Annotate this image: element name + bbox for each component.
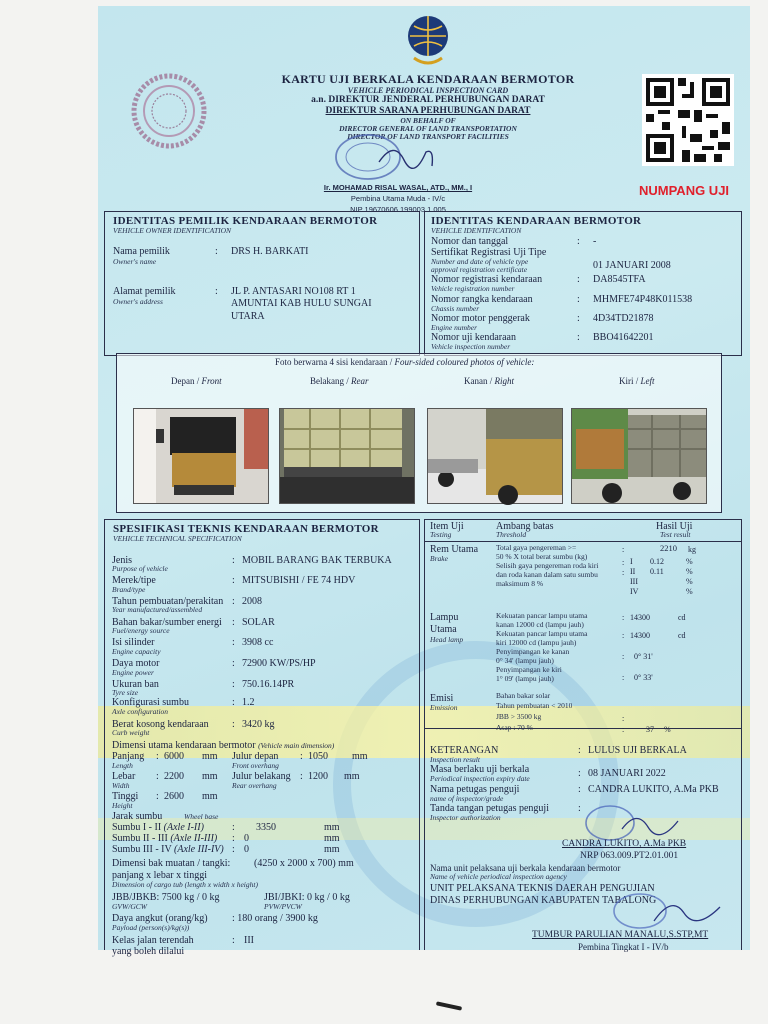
- spec-heading-en: VEHICLE TECHNICAL SPECIFICATION: [113, 534, 242, 543]
- spec-jenis-value: MOBIL BARANG BAK TERBUKA: [242, 555, 392, 566]
- test-brake-t1: Total gaya pengereman >=: [496, 543, 577, 552]
- spec-axle0-label: [112, 822, 204, 833]
- test-col-result: Hasil Uji: [656, 521, 693, 532]
- test-brake-axle2: III: [630, 577, 638, 586]
- spec-daya-label: Daya motor: [112, 658, 160, 669]
- spec-payload-label: Daya angkut (orang/kg): [112, 913, 208, 924]
- spec-axle2-label-en: (Axle III-IV): [174, 844, 224, 855]
- spec-berat-label-en: Curb weight: [112, 728, 150, 737]
- photo-label-left-en: Left: [640, 376, 655, 386]
- owner-address-line3: UTARA: [231, 311, 265, 322]
- spec-tinggi-label: Tinggi: [112, 791, 139, 802]
- spec-axle0-value: 3350: [256, 822, 276, 833]
- result-unit-line2: DINAS PERHUBUNGAN KABUPATEN TABALONG: [430, 895, 657, 906]
- spec-julur-belakang-value: 1200: [308, 771, 328, 782]
- spec-road-value: III: [244, 935, 254, 946]
- spec-julur-depan-label: Julur depan: [232, 751, 279, 762]
- header-behalf3: DIRECTOR OF LAND TRANSPORT FACILITIES: [347, 132, 509, 141]
- signer-nip: NIP 19670606 199003 1 005: [350, 205, 446, 214]
- result-masa-value: 08 JANUARI 2022: [588, 768, 666, 779]
- card-title-en: VEHICLE PERIODICAL INSPECTION CARD: [347, 86, 509, 95]
- spec-jbb-label-en: GVW/GCW: [112, 902, 147, 911]
- test-lamp-t8: 1° 09' (lampu jauh): [496, 674, 554, 683]
- spec-road-label: Kelas jalan terendah: [112, 935, 194, 946]
- test-brake-axle2-unit: %: [686, 577, 693, 586]
- test-col-threshold: Ambang batas: [496, 521, 554, 532]
- spec-konfigurasi-value: 1.2: [242, 697, 255, 708]
- spec-dims-label: [112, 740, 334, 751]
- owner-heading: IDENTITAS PEMILIK KENDARAAN BERMOTOR: [113, 215, 378, 227]
- spec-jarak-sumbu-label-en: Wheel base: [184, 812, 219, 821]
- test-col-item: Item Uji: [430, 521, 464, 532]
- vid-row1-label: Nomor registrasi kendaraan: [431, 274, 543, 285]
- vid-row0-label-en2: approval registration certificate: [431, 265, 528, 274]
- test-brake-axle1-unit: %: [686, 567, 693, 576]
- spec-payload-label-en: Payload (person(s)/kg(s)): [112, 923, 190, 932]
- test-brake-axle1: II: [630, 567, 636, 576]
- header-behalf2: DIRECTOR GENERAL OF LAND TRANSPORTATION: [339, 124, 517, 133]
- photo-label-right-id: Kanan: [464, 376, 488, 386]
- test-lamp-r1-unit: cd: [678, 613, 686, 622]
- agency-stamp-signature: [610, 891, 730, 931]
- test-brake-t5: maksimum 8 %: [496, 579, 544, 588]
- result-petugas-label-en: name of inspector/grade: [430, 794, 504, 803]
- test-lamp-t2: kanan 12000 cd (lampu jauh): [496, 620, 584, 629]
- spec-axle2-value: 0: [244, 844, 249, 855]
- owner-address-line2: AMUNTAI KAB HULU SUNGAI: [231, 298, 372, 309]
- spec-merek-label-en: Brand/type: [112, 585, 146, 594]
- spec-konfigurasi-label-en: Axle configuration: [112, 707, 169, 716]
- spec-panjang-value: 6000: [164, 751, 184, 762]
- spec-payload-value: : 180 orang / 3900 kg: [232, 913, 318, 924]
- spec-cargo-value: (4250 x 2000 x 700) mm: [254, 858, 354, 869]
- spec-axle0-label-en: (Axle I-II): [163, 822, 204, 833]
- photo-label-rear-en: Rear: [351, 376, 369, 386]
- spec-tinggi-value: 2600: [164, 791, 184, 802]
- spec-tahun-label: Tahun pembuatan/perakitan: [112, 596, 224, 607]
- signer-rank: Pembina Utama Muda - IV/c: [350, 194, 446, 203]
- spec-panjang-label: Panjang: [112, 751, 145, 762]
- spec-jarak-sumbu-label: Jarak sumbu: [112, 811, 163, 822]
- vid-row1-value: DA8545TFA: [593, 274, 646, 285]
- test-brake-axle3: IV: [630, 587, 639, 596]
- spec-merek-label: Merek/tipe: [112, 575, 156, 586]
- vid-row3-label: Nomor motor penggerak: [431, 313, 530, 324]
- vid-row3-label-en: Engine number: [431, 323, 478, 332]
- vid-row0-value2: 01 JANUARI 2008: [593, 260, 671, 271]
- test-brake-t4: dan roda kanan dalam satu sumbu: [496, 570, 598, 579]
- ministry-emblem-icon: [406, 14, 450, 68]
- test-lamp-t3: Kekuatan pancar lampu utama: [496, 629, 588, 638]
- spec-jbb-value: JBB/JBKB: 7500 kg / 0 kg: [112, 892, 220, 903]
- test-brake-total: 2210: [660, 543, 677, 553]
- spec-jenis-label: Jenis: [112, 555, 132, 566]
- rosette-seal-icon: [128, 74, 210, 148]
- spec-axle2-label: [112, 844, 224, 855]
- test-brake-t2: 50 % X total berat sumbu (kg): [496, 552, 588, 561]
- spec-julur-belakang-unit: mm: [344, 771, 360, 782]
- vid-row3-value: 4D34TD21878: [593, 313, 654, 324]
- spec-julur-depan-unit: mm: [352, 751, 368, 762]
- test-brake-axle0: I: [630, 557, 633, 566]
- result-head-name: TUMBUR PARULIAN MANALU,S.STP,MT: [532, 930, 709, 940]
- spec-julur-belakang-label: Julur belakang: [232, 771, 291, 782]
- photos-caption-en: Four-sided coloured photos of vehicle:: [394, 357, 535, 367]
- inspector-stamp-signature: [582, 803, 692, 843]
- test-col-threshold-en: Threshold: [496, 530, 527, 539]
- spec-jenis-label-en: Purpose of vehicle: [112, 564, 168, 573]
- card-title: KARTU UJI BERKALA KENDARAAN BERMOTOR: [281, 72, 575, 86]
- photo-label-left-id: Kiri: [619, 376, 634, 386]
- photo-rear: [279, 408, 415, 504]
- test-col-result-en: Test result: [660, 530, 691, 539]
- owner-name-label: Nama pemilik: [113, 246, 170, 257]
- spec-konfigurasi-label: Konfigurasi sumbu: [112, 697, 189, 708]
- spec-tinggi-label-en: Height: [112, 801, 133, 810]
- spec-panjang-unit: mm: [202, 751, 218, 762]
- photo-label-front-id: Depan: [171, 376, 195, 386]
- signer-name: Ir. MOHAMAD RISAL WASAL, ATD., MM., I: [323, 183, 473, 192]
- header-behalf1: ON BEHALF OF: [400, 116, 456, 125]
- vid-row1-label-en: Vehicle registration number: [431, 284, 515, 293]
- spec-axle2-label-id: Sumbu III - IV: [112, 844, 172, 855]
- test-emisi-t2: Tahun pembuatan < 2010: [496, 701, 573, 710]
- test-brake-label-en: Brake: [430, 554, 448, 563]
- spec-tahun-value: 2008: [242, 596, 262, 607]
- test-lamp-r2: 14300: [630, 631, 650, 640]
- result-ket-label: KETERANGAN: [430, 745, 499, 756]
- spec-axle1-label: [112, 833, 217, 844]
- spec-road-label2: yang boleh dilalui: [112, 946, 185, 957]
- test-brake-t3: Selisih gaya pengereman roda kiri: [496, 561, 599, 570]
- result-unit-label-en: Name of vehicle periodical inspection agency: [430, 872, 567, 881]
- vid-row4-value: BBO41642201: [593, 332, 654, 343]
- scan-mark: [436, 1001, 462, 1010]
- spec-axle0-label-id: Sumbu I - II: [112, 822, 162, 833]
- vid-row4-label-en: Vehicle inspection number: [431, 342, 511, 351]
- test-lamp-r3: 0° 31': [634, 652, 653, 661]
- spec-panjang-label-en: Length: [112, 761, 133, 770]
- test-emisi-t4: Asap : 70 %: [496, 723, 533, 732]
- photos-caption-id: Foto berwarna 4 sisi kendaraan /: [275, 357, 393, 367]
- photos-section: [116, 353, 722, 513]
- result-ttd-label-en: Inspector authorization: [430, 813, 501, 822]
- test-brake-label: Rem Utama: [430, 544, 479, 555]
- test-lamp-t7: Penyimpangan ke kiri: [496, 665, 562, 674]
- photo-label-rear-id: Belakang: [310, 376, 344, 386]
- vid-row0-label: Nomor dan tanggal: [431, 236, 509, 247]
- spec-rows: Jenis Purpose of vehicle : MOBIL BARANG BAK TERBUKA Merek/tipe Brand/type : MITSUBISHI / FE 74 HDV Tahun pembuatan/perakitan Year manufactured/assembled : 2008 Bahan bakar/sumber energi Fuel/energy source : SOLAR Isi silinder Engine capacity : 3908 cc Daya motor Engine power : 72900 KW/PS/HP Ukuran ban Tyre size : 750.16.14PR Konfigurasi sumbu Axle configuration : 1.2 Berat kosong kendaraan Curb weight : 3420 kg Dimensi utama kendaraan bermotor (Vehicle main dimension) Panjang Length : 6000 mm Julur depan Front overhang : 1050 mm Lebar Width : 2200 mm Julur belakang Rear overhang : 1200 mm Tinggi Height : 2600 mm Jarak sumbu Wheel base Sumbu I - II (Axle I-II) : 3350 mm Sumbu II - III (Axle II-III) : 0 mm Sumbu III - IV (Axle III-IV) : 0 mm Dimensi bak muatan / tangki: (4250 x 2000 x 700) mm panjang x lebar x tinggi Dimension of cargo tub (length x width x height) JBB/JBKB: 7500 kg / 0 kg GVW/GCW JBI/JBKI: 0 kg / 0 kg PVW/PVCW Daya angkut (orang/kg) Payload (person(s)/kg(s)) : 180 orang / 3900 kg Kelas jalan terendah yang boleh dilalui : III: [112, 555, 392, 957]
- photos-caption: [275, 357, 534, 368]
- spec-ban-label-en: Tyre size: [112, 688, 139, 697]
- vid-row4-label: Nomor uji kendaraan: [431, 332, 516, 343]
- test-brake-axle1-value: 0.11: [650, 567, 664, 576]
- photo-label-right-en: Right: [494, 376, 515, 386]
- vehicle-id-heading: IDENTITAS KENDARAAN BERMOTOR: [431, 215, 642, 227]
- spec-julur-belakang-label-en: Rear overhang: [232, 781, 277, 790]
- result-ket-value: LULUS UJI BERKALA: [588, 745, 687, 756]
- vehicle-id-section: IDENTITAS KENDARAAN BERMOTOR VEHICLE IDENTIFICATION Nomor dan tanggal Sertifikat Registrasi Uji Tipe Number and date of vehicle type approval registration certificate : - 01 JANUARI 2008 Nomor registrasi kendaraan Vehicle registration number : DA8545TFA Nomor rangka kendaraan Chassis number : MHMFE74P48K011538 Nomor motor penggerak Engine number : 4D34TD21878 Nomor uji kendaraan Vehicle inspection number : BBO41642201: [424, 211, 742, 356]
- vid-row2-label: Nomor rangka kendaraan: [431, 294, 533, 305]
- photo-label-rear: Belakang / Rear: [310, 376, 369, 386]
- spec-dims-label-id: Dimensi utama kendaraan bermotor: [112, 740, 256, 751]
- spec-ban-value: 750.16.14PR: [242, 679, 295, 690]
- numpang-uji-badge: NUMPANG UJI: [639, 183, 730, 198]
- test-emisi-label: Emisi: [430, 693, 454, 704]
- result-petugas-value: CANDRA LUKITO, A.Ma PKB: [588, 784, 719, 795]
- qr-code-icon: [642, 74, 734, 166]
- test-emisi-t1: Bahan bakar solar: [496, 691, 551, 700]
- spec-berat-value: 3420 kg: [242, 719, 275, 730]
- spec-bahan-value: SOLAR: [242, 617, 275, 628]
- spec-dims-label-en: (Vehicle main dimension): [258, 741, 335, 750]
- test-rows: Item Uji Testing Ambang batas Threshold Hasil Uji Test result Rem Utama Brake Total gaya pengereman >= 50 % X total berat sumbu (kg) Selisih gaya pengereman roda kiri dan roda kanan dalam satu sumbu maksimum 8 % : 2210 kg : I 0.12 % : II 0.11 % III % IV % Lampu Utama Head lamp Kekuatan pancar lampu utama kanan 12000 cd (lampu jauh) Kekuatan pancar lampu utama kiri 12000 cd (lampu jauh) Penyimpangan ke kanan 0° 34' (lampu jauh) Penyimpangan ke kiri 1° 09' (lampu jauh) : 14300 cd : 14300 cd : 0° 31' : 0° 33' Emisi Emission Bahan bakar solar Tahun pembuatan < 2010 JBB > 3500 kg Asap : 70 % : : 37 % KETERANGAN Inspection result : LULUS UJI BERKALA Masa berlaku uji berkala Periodical inspection expiry date : 08 JANUARI 2022 Nama petugas penguji name of inspector/grade : CANDRA LUKITO, A.Ma PKB Tanda tangan petugas penguji Inspector authorization : CANDRA LUKITO, A.Ma PKB NRP 063.009.PT2.01.001 Nama unit pelaksana uji berkala kendaraan bermotor Name of vehicle periodical inspection agency UNIT PELAKSANA TEKNIS DAERAH PENGUJIAN DINAS PERHUBUNGAN KABUPATEN TABALONG TUMBUR PARULIAN MANALU,S.STP,MT Pembina Tingkat I - IV/b: [424, 519, 742, 949]
- vid-row0-label2: Sertifikat Registrasi Uji Tipe: [431, 247, 547, 258]
- test-lamp-label: Lampu: [430, 612, 459, 623]
- photo-label-left: Kiri / Left: [619, 376, 655, 386]
- spec-axle2-unit: mm: [324, 844, 340, 855]
- owner-name-value: DRS H. BARKATI: [231, 246, 309, 257]
- test-emisi-t3: JBB > 3500 kg: [496, 712, 542, 721]
- vehicle-id-heading-en: VEHICLE IDENTIFICATION: [431, 226, 522, 235]
- owner-address-label: Alamat pemilik: [113, 286, 176, 297]
- result-ket-label-en: Inspection result: [430, 755, 480, 764]
- inspection-card: [98, 6, 750, 957]
- result-inspector-nrp: NRP 063.009.PT2.01.001: [580, 851, 679, 861]
- test-lamp-r4: 0° 33': [634, 673, 653, 682]
- spec-axle1-label-en: (Axle II-III): [170, 833, 218, 844]
- test-brake-axle0-value: 0.12: [650, 557, 664, 566]
- header-line3: DIREKTUR SARANA PERHUBUNGAN DARAT: [325, 106, 531, 116]
- official-stamp-signature: [334, 132, 454, 182]
- test-col-item-en: Testing: [430, 530, 452, 539]
- photo-label-front: Depan / Front: [171, 376, 222, 386]
- vid-row2-label-en: Chassis number: [431, 304, 480, 313]
- spec-bahan-label: Bahan bakar/sumber energi: [112, 617, 222, 628]
- test-lamp-r1: 14300: [630, 613, 650, 622]
- test-lamp-label2: Utama: [430, 624, 457, 635]
- result-unit-label: Nama unit pelaksana uji berkala kendaraan bermotor: [430, 863, 621, 873]
- test-brake-total-unit: kg: [688, 545, 696, 554]
- vid-row2-value: MHMFE74P48K011538: [593, 294, 693, 305]
- test-lamp-label-en: Head lamp: [430, 635, 464, 644]
- result-inspector-name: CANDRA LUKITO, A.Ma PKB: [562, 839, 687, 849]
- test-emisi-r: 37: [646, 725, 654, 734]
- spec-heading: SPESIFIKASI TEKNIS KENDARAAN BERMOTOR: [113, 523, 379, 535]
- result-masa-label-en: Periodical inspection expiry date: [430, 774, 530, 783]
- owner-section: IDENTITAS PEMILIK KENDARAAN BERMOTOR VEHICLE OWNER IDENTIFICATION Nama pemilik Owner's name : DRS H. BARKATI Alamat pemilik Owner's address : JL P. ANTASARI NO108 RT 1 AMUNTAI KAB HULU SUNGAI UTARA: [104, 211, 420, 356]
- test-lamp-t1: Kekuatan pancar lampu utama: [496, 611, 588, 620]
- test-lamp-t4: kiri 12000 cd (lampu jauh): [496, 638, 577, 647]
- spec-berat-label: Berat kosong kendaraan: [112, 719, 209, 730]
- spec-silinder-label: Isi silinder: [112, 637, 155, 648]
- owner-heading-en: VEHICLE OWNER IDENTIFICATION: [113, 226, 232, 235]
- photo-front: [133, 408, 269, 504]
- result-masa-label: Masa berlaku uji berkala: [430, 764, 530, 775]
- spec-julur-depan-value: 1050: [308, 751, 328, 762]
- spec-axle0-unit: mm: [324, 822, 340, 833]
- spec-bahan-label-en: Fuel/energy source: [112, 626, 170, 635]
- spec-axle1-value: 0: [244, 833, 249, 844]
- test-brake-axle3-unit: %: [686, 587, 693, 596]
- photo-right: [427, 408, 563, 504]
- spec-daya-value: 72900 KW/PS/HP: [242, 658, 316, 669]
- spec-silinder-label-en: Engine capacity: [112, 647, 161, 656]
- photo-label-front-en: Front: [201, 376, 222, 386]
- result-petugas-label: Nama petugas penguji: [430, 784, 520, 795]
- test-emisi-unit: %: [664, 725, 671, 734]
- spec-ban-label: Ukuran ban: [112, 679, 159, 690]
- owner-name-label-en: Owner's name: [113, 257, 157, 266]
- spec-julur-depan-label-en: Front overhang: [232, 761, 279, 770]
- spec-jbi-value: JBI/JBKI: 0 kg / 0 kg: [264, 892, 350, 903]
- spec-cargo-label-en: Dimension of cargo tub (length x width x height): [112, 880, 258, 889]
- spec-axle1-label-id: Sumbu II - III: [112, 833, 168, 844]
- card-header: [248, 72, 608, 141]
- spec-tahun-label-en: Year manufactured/assembled: [112, 605, 203, 614]
- vid-row0-label-en: Number and date of vehicle type: [431, 257, 529, 266]
- result-head-rank: Pembina Tingkat I - IV/b: [578, 942, 669, 952]
- owner-address-label-en: Owner's address: [113, 297, 163, 306]
- test-emisi-label-en: Emission: [430, 703, 458, 712]
- spec-tinggi-unit: mm: [202, 791, 218, 802]
- photo-left: [571, 408, 707, 504]
- test-lamp-t5: Penyimpangan ke kanan: [496, 647, 570, 656]
- header-line2: a.n. DIREKTUR JENDERAL PERHUBUNGAN DARAT: [311, 95, 545, 105]
- spec-silinder-value: 3908 cc: [242, 637, 274, 648]
- spec-lebar-label-en: Width: [112, 781, 130, 790]
- photo-label-right: Kanan / Right: [464, 376, 515, 386]
- spec-lebar-label: Lebar: [112, 771, 136, 782]
- test-brake-axle0-unit: %: [686, 557, 693, 566]
- test-lamp-t6: 0° 34' (lampu jauh): [496, 656, 554, 665]
- spec-merek-value: MITSUBISHI / FE 74 HDV: [242, 575, 356, 586]
- spec-jbi-label-en: PVW/PVCW: [264, 902, 302, 911]
- spec-daya-label-en: Engine power: [112, 668, 154, 677]
- result-unit-line1: UNIT PELAKSANA TEKNIS DAERAH PENGUJIAN: [430, 883, 655, 894]
- test-lamp-r2-unit: cd: [678, 631, 686, 640]
- vid-row0-value: -: [593, 236, 597, 247]
- owner-address-line1: JL P. ANTASARI NO108 RT 1: [231, 286, 356, 297]
- spec-cargo-label2: panjang x lebar x tinggi: [112, 870, 207, 881]
- spec-cargo-label: Dimensi bak muatan / tangki:: [112, 858, 231, 869]
- result-ttd-label: Tanda tangan petugas penguji: [430, 803, 549, 814]
- spec-axle1-unit: mm: [324, 833, 340, 844]
- spec-lebar-unit: mm: [202, 771, 218, 782]
- spec-lebar-value: 2200: [164, 771, 184, 782]
